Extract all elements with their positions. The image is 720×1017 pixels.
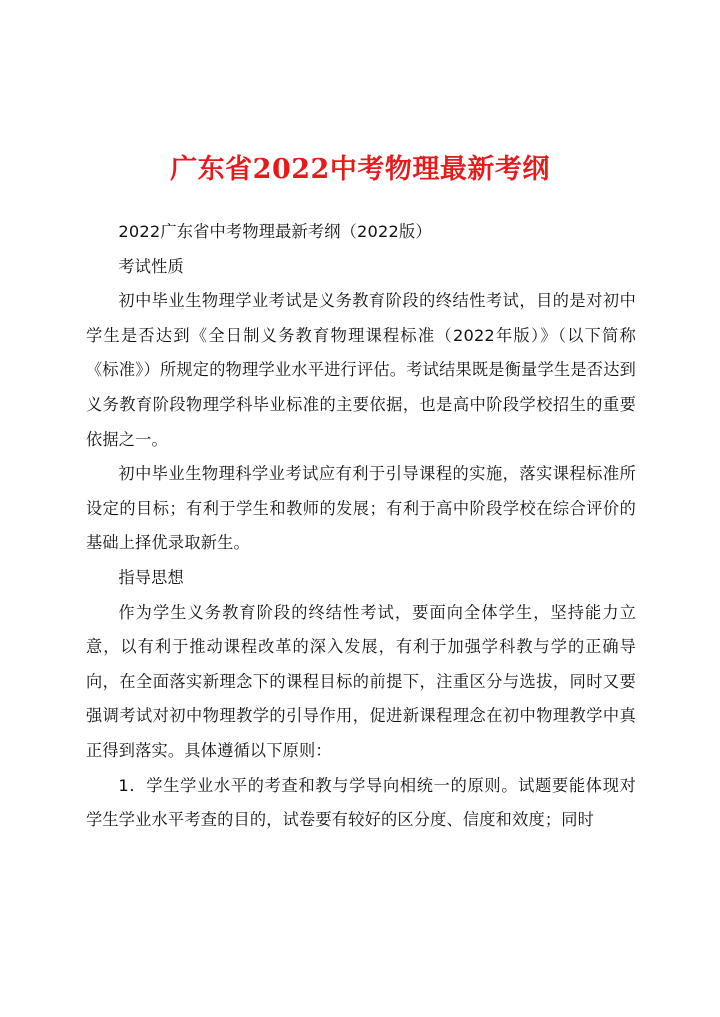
paragraph-exam-nature: 初中毕业生物理学业考试是义务教育阶段的终结性考试，目的是对初中学生是否达到《全日制义务教育物理课程标准（2022年版）》（以下简称《标准》）所规定的物理学业水平进行评估。考试结果既是衡量学生是否达到义务教育阶段物理学科毕业标准的主要依据，也是高中阶段学校招生的重要依据之一。 [86,291,636,449]
document-title: 广东省2022中考物理最新考纲 [170,154,550,185]
section-heading-guiding-thought: 指导思想 [118,567,184,587]
paragraph-exam-goals: 初中毕业生物理科学业考试应有利于引导课程的实施，落实课程标准所设定的目标；有利于学生和教师的发展；有利于高中阶段学校在综合评价的基础上择优录取新生。 [86,464,636,553]
section-heading-exam-nature: 考试性质 [118,256,184,276]
document-body [86,215,636,838]
subtitle-paragraph: 2022广东省中考物理最新考纲（2022版） [118,222,432,241]
paragraph-guiding-thought: 作为学生义务教育阶段的终结性考试，要面向全体学生，坚持能力立意，以有利于推动课程改革的深入发展，有利于加强学科教与学的正确导向，在全面落实新理念下的课程目标的前提下，注重区分与选拔，同时又要强调考试对初中物理教学的引导作用，促进新课程理念在初中物理教学中真正得到落实。具体遵循以下原则： [86,602,636,760]
paragraph-principle-1: 1．学生学业水平的考查和教与学导向相统一的原则。试题要能体现对学生学业水平考查的目的，试卷要有较好的区分度、信度和效度；同时 [86,775,636,830]
